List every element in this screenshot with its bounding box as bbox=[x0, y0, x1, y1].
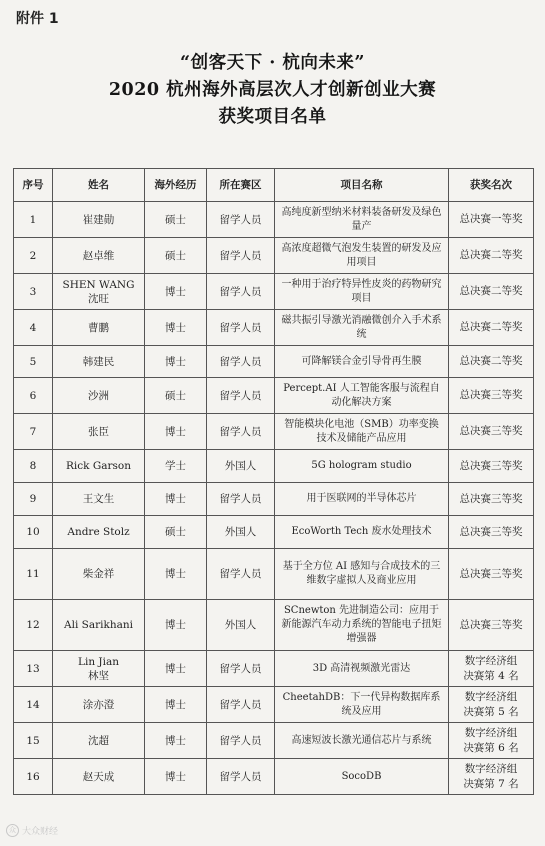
cell-project: 可降解镁合金引导骨再生膜 bbox=[275, 346, 449, 378]
cell-project: Percept.AI 人工智能客服与流程自动化解决方案 bbox=[275, 378, 449, 414]
header-project: 项目名称 bbox=[275, 169, 449, 202]
cell-no: 14 bbox=[14, 687, 53, 723]
cell-award: 总决赛三等奖 bbox=[449, 549, 534, 600]
cell-name: 柴金祥 bbox=[53, 549, 145, 600]
table-row bbox=[14, 723, 534, 759]
attachment-label: 附件 1 bbox=[16, 11, 59, 27]
cell-no: 6 bbox=[14, 378, 53, 414]
cell-division: 留学人员 bbox=[207, 378, 275, 414]
cell-no: 13 bbox=[14, 651, 53, 687]
cell-no: 11 bbox=[14, 549, 53, 600]
cell-award: 数字经济组 决赛第 4 名 bbox=[449, 651, 534, 687]
watermark bbox=[6, 824, 58, 837]
cell-project: 3D 高清视频激光雷达 bbox=[275, 651, 449, 687]
header-no: 序号 bbox=[14, 169, 53, 202]
table-row bbox=[14, 202, 534, 238]
cell-division: 留学人员 bbox=[207, 687, 275, 723]
cell-no: 10 bbox=[14, 516, 53, 549]
cell-project: 5G hologram studio bbox=[275, 450, 449, 483]
table-row bbox=[14, 651, 534, 687]
cell-name: 涂亦澄 bbox=[53, 687, 145, 723]
table-row bbox=[14, 310, 534, 346]
cell-no: 1 bbox=[14, 202, 53, 238]
title-list: 获奖项目名单 bbox=[218, 107, 327, 127]
table-body bbox=[14, 202, 534, 795]
cell-overseas-experience: 硕士 bbox=[145, 378, 207, 414]
cell-project: CheetahDB：下一代异构数据库系统及应用 bbox=[275, 687, 449, 723]
cell-division: 外国人 bbox=[207, 450, 275, 483]
cell-project: EcoWorth Tech 废水处理技术 bbox=[275, 516, 449, 549]
cell-division: 留学人员 bbox=[207, 202, 275, 238]
cell-project: 智能模块化电池（SMB）功率变换技术及储能产品应用 bbox=[275, 414, 449, 450]
cell-award: 总决赛三等奖 bbox=[449, 450, 534, 483]
cell-division: 留学人员 bbox=[207, 759, 275, 795]
cell-name: Rick Garson bbox=[53, 450, 145, 483]
cell-name: 王文生 bbox=[53, 483, 145, 516]
title-competition: 2020 杭州海外高层次人才创新创业大赛 bbox=[108, 80, 437, 100]
cell-award: 总决赛三等奖 bbox=[449, 600, 534, 651]
cell-division: 留学人员 bbox=[207, 483, 275, 516]
cell-name: Andre Stolz bbox=[53, 516, 145, 549]
table-header-row bbox=[14, 169, 534, 202]
cell-name: 沈超 bbox=[53, 723, 145, 759]
cell-award: 总决赛二等奖 bbox=[449, 310, 534, 346]
cell-name: 赵卓维 bbox=[53, 238, 145, 274]
cell-project: 用于医联网的半导体芯片 bbox=[275, 483, 449, 516]
cell-overseas-experience: 博士 bbox=[145, 274, 207, 310]
cell-award: 总决赛二等奖 bbox=[449, 238, 534, 274]
cell-project: 磁共振引导激光消融微创介入手术系统 bbox=[275, 310, 449, 346]
cell-award: 总决赛三等奖 bbox=[449, 516, 534, 549]
cell-award: 总决赛二等奖 bbox=[449, 346, 534, 378]
cell-no: 15 bbox=[14, 723, 53, 759]
cell-division: 留学人员 bbox=[207, 238, 275, 274]
cell-name: 赵天成 bbox=[53, 759, 145, 795]
watermark-logo-icon: 众 bbox=[6, 824, 19, 837]
cell-overseas-experience: 硕士 bbox=[145, 238, 207, 274]
cell-division: 留学人员 bbox=[207, 414, 275, 450]
cell-award: 总决赛三等奖 bbox=[449, 378, 534, 414]
cell-overseas-experience: 博士 bbox=[145, 651, 207, 687]
cell-award: 数字经济组 决赛第 6 名 bbox=[449, 723, 534, 759]
cell-project: SCnewton 先进制造公司：应用于新能源汽车动力系统的智能电子扭矩增强器 bbox=[275, 600, 449, 651]
cell-project: 一种用于治疗特异性皮炎的药物研究项目 bbox=[275, 274, 449, 310]
cell-no: 5 bbox=[14, 346, 53, 378]
cell-name: SHEN WANG 沈旺 bbox=[53, 274, 145, 310]
cell-project: 高浓度超微气泡发生装置的研发及应用项目 bbox=[275, 238, 449, 274]
table-row bbox=[14, 346, 534, 378]
cell-overseas-experience: 博士 bbox=[145, 549, 207, 600]
table-row bbox=[14, 600, 534, 651]
cell-no: 7 bbox=[14, 414, 53, 450]
table-row bbox=[14, 450, 534, 483]
cell-overseas-experience: 硕士 bbox=[145, 516, 207, 549]
cell-overseas-experience: 博士 bbox=[145, 414, 207, 450]
cell-overseas-experience: 博士 bbox=[145, 483, 207, 516]
cell-overseas-experience: 博士 bbox=[145, 600, 207, 651]
cell-award: 总决赛三等奖 bbox=[449, 414, 534, 450]
title-slogan: “创客天下 · 杭向未来” bbox=[180, 53, 365, 73]
header-division: 所在赛区 bbox=[207, 169, 275, 202]
table-row bbox=[14, 516, 534, 549]
cell-name: 沙洲 bbox=[53, 378, 145, 414]
cell-project: 高速短波长激光通信芯片与系统 bbox=[275, 723, 449, 759]
cell-name: 张臣 bbox=[53, 414, 145, 450]
cell-name: Lin Jian 林坚 bbox=[53, 651, 145, 687]
header-name: 姓名 bbox=[53, 169, 145, 202]
cell-award: 总决赛三等奖 bbox=[449, 483, 534, 516]
table-row bbox=[14, 483, 534, 516]
table-row bbox=[14, 274, 534, 310]
document-title bbox=[0, 50, 545, 131]
cell-overseas-experience: 博士 bbox=[145, 723, 207, 759]
cell-award: 数字经济组 决赛第 5 名 bbox=[449, 687, 534, 723]
table-row bbox=[14, 238, 534, 274]
cell-no: 4 bbox=[14, 310, 53, 346]
cell-name: 曹鹏 bbox=[53, 310, 145, 346]
table-row bbox=[14, 414, 534, 450]
cell-name: 韩建民 bbox=[53, 346, 145, 378]
cell-division: 外国人 bbox=[207, 516, 275, 549]
cell-project: 高纯度新型纳米材料装备研发及绿色量产 bbox=[275, 202, 449, 238]
table-row bbox=[14, 378, 534, 414]
cell-no: 9 bbox=[14, 483, 53, 516]
cell-no: 2 bbox=[14, 238, 53, 274]
cell-overseas-experience: 硕士 bbox=[145, 202, 207, 238]
cell-no: 12 bbox=[14, 600, 53, 651]
cell-project: SocoDB bbox=[275, 759, 449, 795]
cell-name: Ali Sarikhani bbox=[53, 600, 145, 651]
cell-award: 数字经济组 决赛第 7 名 bbox=[449, 759, 534, 795]
watermark-text: 大众财经 bbox=[22, 827, 59, 837]
cell-division: 外国人 bbox=[207, 600, 275, 651]
cell-division: 留学人员 bbox=[207, 549, 275, 600]
table-row bbox=[14, 759, 534, 795]
cell-project: 基于全方位 AI 感知与合成技术的三维数字虚拟人及商业应用 bbox=[275, 549, 449, 600]
cell-overseas-experience: 博士 bbox=[145, 310, 207, 346]
table-row bbox=[14, 687, 534, 723]
cell-division: 留学人员 bbox=[207, 274, 275, 310]
cell-overseas-experience: 博士 bbox=[145, 687, 207, 723]
cell-division: 留学人员 bbox=[207, 310, 275, 346]
cell-division: 留学人员 bbox=[207, 651, 275, 687]
cell-no: 8 bbox=[14, 450, 53, 483]
cell-overseas-experience: 博士 bbox=[145, 759, 207, 795]
header-overseas-experience: 海外经历 bbox=[145, 169, 207, 202]
cell-name: 崔建勋 bbox=[53, 202, 145, 238]
cell-overseas-experience: 博士 bbox=[145, 346, 207, 378]
cell-no: 3 bbox=[14, 274, 53, 310]
table-row bbox=[14, 549, 534, 600]
cell-award: 总决赛二等奖 bbox=[449, 274, 534, 310]
header-award: 获奖名次 bbox=[449, 169, 534, 202]
cell-no: 16 bbox=[14, 759, 53, 795]
cell-division: 留学人员 bbox=[207, 723, 275, 759]
cell-division: 留学人员 bbox=[207, 346, 275, 378]
cell-award: 总决赛一等奖 bbox=[449, 202, 534, 238]
award-table bbox=[13, 168, 534, 795]
cell-overseas-experience: 学士 bbox=[145, 450, 207, 483]
